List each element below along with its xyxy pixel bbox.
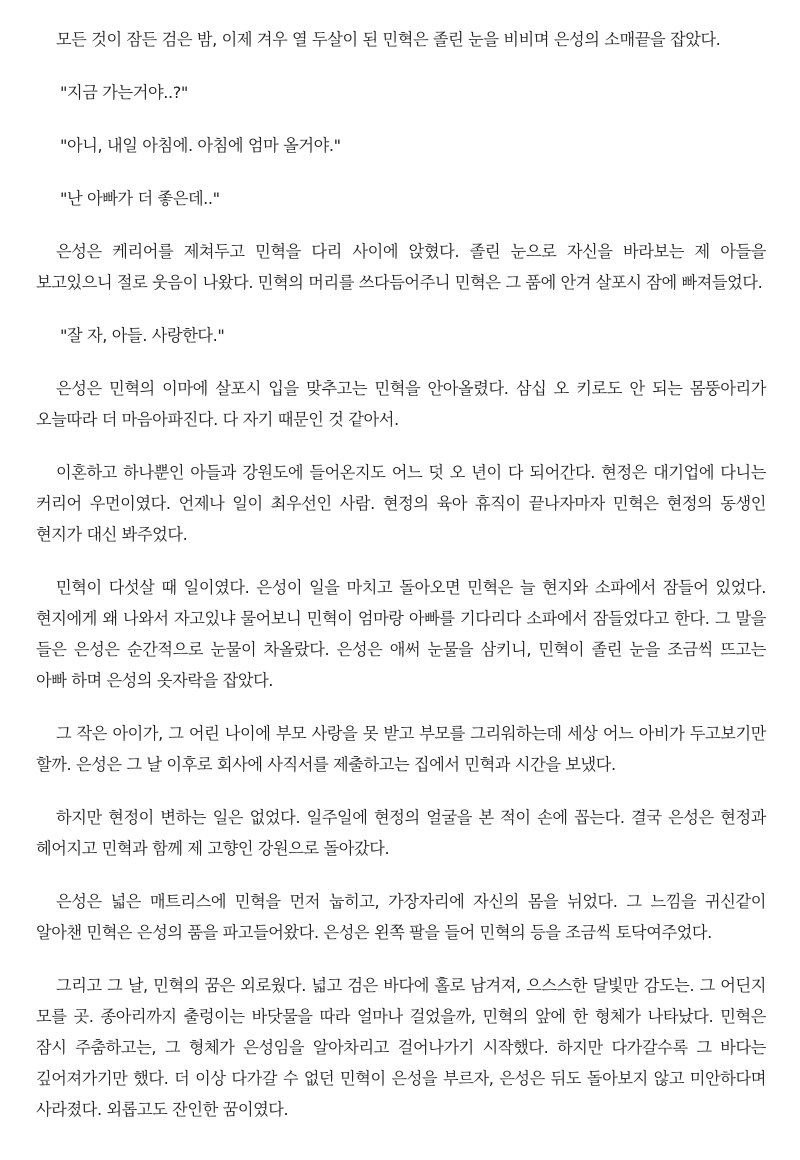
- paragraph: 은성은 민혁의 이마에 살포시 입을 맞추고는 민혁을 안아올렸다. 삼십 오 키로도 안 되는 몸뚱아리가 오늘따라 더 마음아파진다. 다 자기 때문인 것 같아서.: [36, 379, 766, 429]
- paragraph: 은성은 넓은 매트리스에 민혁을 먼저 눕히고, 가장자리에 자신의 몸을 뉘었다. 그 느낌을 귀신같이 알아챈 민혁은 은성의 품을 파고들어왔다. 은성은 왼쪽 팔을 들어 민혁의 등을 조금씩 토닥여주었다.: [36, 892, 766, 942]
- paragraph: 민혁이 다섯살 때 일이였다. 은성이 일을 마치고 돌아오면 민혁은 늘 현지와 소파에서 잠들어 있었다. 현지에게 왜 나와서 자고있냐 물어보니 민혁이 엄마랑 아빠를 기다리다 소파에서 잠들었다고 한다. 그 말을 들은 은성은 순간적으로 눈물이 차올랐다. 은성은 애써 눈물을 삼키니, 민혁이 졸린 눈을 조금씩 뜨고는 아빠 하며 은성의 옷자락을 잡았다.: [36, 578, 766, 690]
- paragraph: 은성은 케리어를 제쳐두고 민혁을 다리 사이에 앉혔다. 졸린 눈으로 자신을 바라보는 제 아들을 보고있으니 절로 웃음이 나왔다. 민혁의 머리를 쓰다듬어주니 민혁은 그 품에 안겨 살포시 잠에 빠져들었다.: [36, 242, 766, 292]
- paragraph: 그리고 그 날, 민혁의 꿈은 외로웠다. 넓고 검은 바다에 홀로 남겨져, 으스스한 달빛만 감도는. 그 어딘지 모를 곳. 종아리까지 출렁이는 바닷물을 따라 얼마나 걸었을까, 민혁의 앞에 한 형체가 나타났다. 민혁은 잠시 주춤하고는, 그 형체가 은성임을 알아차리고 걸어나가기 시작했다. 하지만 다가갈수록 그 바다는 깊어져가기만 했다. 더 이상 다가갈 수 없던 민혁이 은성을 부르자, 은성은 뒤도 돌아보지 않고 미안하다며 사라졌다. 외롭고도 잔인한 꿈이였다.: [36, 976, 766, 1119]
- dialogue-line: "지금 가는거야..?": [60, 83, 188, 102]
- dialogue-line: "잘 자, 아들. 사랑한다.": [60, 326, 225, 345]
- paragraph: 이혼하고 하나뿐인 아들과 강원도에 들어온지도 어느 덧 오 년이 다 되어간다. 현정은 대기업에 다니는 커리어 우먼이였다. 언제나 일이 최우선인 사람. 현정의 육아 휴직이 끝나자마자 민혁은 현정의 동생인 현지가 대신 봐주었다.: [36, 463, 766, 544]
- paragraph: 그 작은 아이가, 그 어린 나이에 부모 사랑을 못 받고 부모를 그리워하는데 세상 어느 아비가 두고보기만 할까. 은성은 그 날 이후로 회사에 사직서를 제출하고는 집에서 민혁과 시간을 보냈다.: [36, 724, 766, 774]
- dialogue-line: "아니, 내일 아침에. 아침에 엄마 올거야.": [60, 136, 341, 155]
- paragraph: 하지만 현정이 변하는 일은 없었다. 일주일에 현정의 얼굴을 본 적이 손에 꼽는다. 결국 은성은 현정과 헤어지고 민혁과 함께 제 고향인 강원으로 돌아갔다.: [36, 808, 766, 858]
- dialogue-line: "난 아빠가 더 좋은데..": [60, 189, 220, 208]
- paragraph: 모든 것이 잠든 검은 밤, 이제 겨우 열 두살이 된 민혁은 졸린 눈을 비비며 은성의 소매끝을 잡았다.: [56, 30, 721, 49]
